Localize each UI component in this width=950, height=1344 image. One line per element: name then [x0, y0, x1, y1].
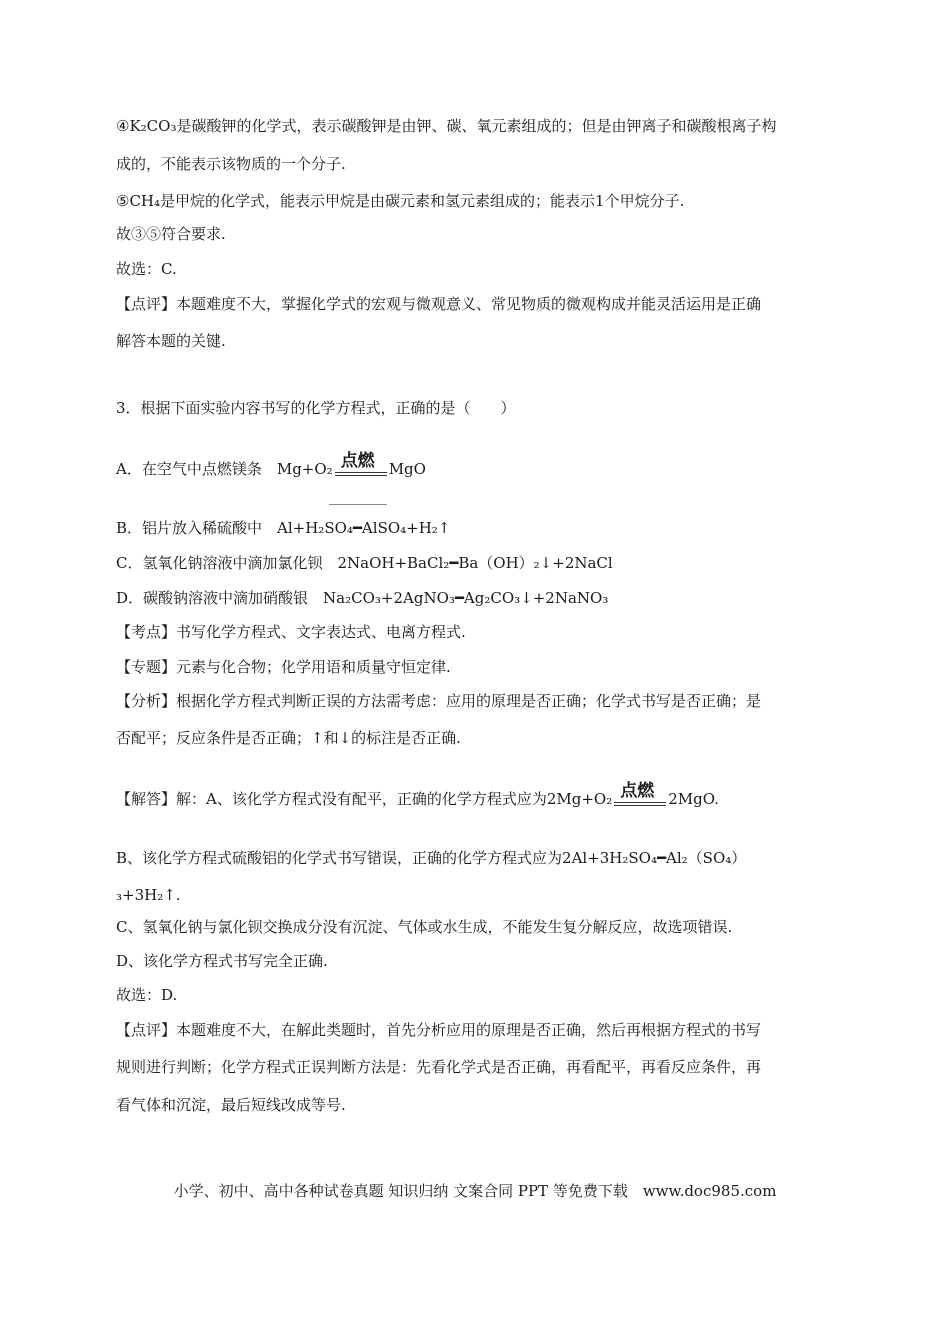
kaodian-line: 【考点】书写化学方程式、文字表达式、电离方程式. [116, 623, 466, 641]
option-a-text: A．在空气中点燃镁条 Mg+O₂ [116, 460, 333, 478]
option-a-product: MgO [388, 460, 426, 478]
condition-label: 点燃 [340, 451, 375, 471]
answer-line: ⑤CH₄是甲烷的化学式，能表示甲烷是由碳元素和氢元素组成的；能表示1个甲烷分子. [116, 192, 685, 210]
answer-line: ④K₂CO₃是碳酸钾的化学式，表示碳酸钾是由钾、碳、氧元素组成的；但是由钾离子和碳酸根离子构 [116, 117, 777, 135]
answer-line: 故③⑤符合要求. [116, 225, 226, 243]
option-a [116, 451, 426, 479]
option-c: C．氢氧化钠溶液中滴加氯化钡 2NaOH+BaCl₂━Ba（OH）₂↓+2NaCl [116, 554, 613, 572]
solution-line: B、该化学方程式硫酸铝的化学式书写错误，正确的化学方程式应为2Al+3H₂SO₄━Al₂（SO₄） [116, 849, 747, 867]
comment-line: 【点评】本题难度不大，掌握化学式的宏观与微观意义、常见物质的微观构成并能灵活运用是正确 [116, 295, 762, 313]
page-footer: 小学、初中、高中各种试卷真题 知识归纳 文案合同 PPT 等免费下载 www.doc985.com [173, 1182, 777, 1200]
comment-line: 规则进行判断；化学方程式正误判断方法是：先看化学式是否正确，再看配平，再看反应条件，再 [116, 1058, 762, 1076]
analysis-line: 【分析】根据化学方程式判断正误的方法需考虑：应用的原理是否正确；化学式书写是否正确；是 [116, 692, 762, 710]
comment-line: 【点评】本题难度不大，在解此类题时，首先分析应用的原理是否正确，然后再根据方程式的书写 [116, 1021, 762, 1039]
option-b: B．铝片放入稀硫酸中 Al+H₂SO₄━AlSO₄+H₂↑ [116, 519, 451, 537]
comment-line: 看气体和沉淀，最后短线改成等号. [116, 1096, 346, 1114]
comment-line: 解答本题的关键. [116, 332, 226, 350]
solution-line: ₃+3H₂↑. [116, 886, 181, 904]
question-stem: 3．根据下面实验内容书写的化学方程式，正确的是（ ） [116, 399, 516, 417]
reaction-condition [614, 781, 666, 809]
solution-line: C、氢氧化钠与氯化钡交换成分没有沉淀、气体或水生成，不能发生复分解反应，故选项错误. [116, 918, 733, 936]
option-d: D．碳酸钠溶液中滴加硝酸银 Na₂CO₃+2AgNO₃━Ag₂CO₃↓+2NaNO₃ [116, 589, 609, 607]
answer-line: 成的，不能表示该物质的一个分子. [116, 155, 346, 173]
solution-text: 【解答】解：A、该化学方程式没有配平，正确的化学方程式应为2Mg+O₂ [116, 790, 613, 808]
solution-line [116, 781, 719, 809]
solution-product: 2MgO. [668, 790, 719, 808]
choice-result: 故选：C. [116, 260, 177, 278]
choice-result: 故选：D. [116, 986, 178, 1004]
reaction-condition [335, 451, 387, 479]
solution-line: D、该化学方程式书写完全正确. [116, 952, 328, 970]
condition-label: 点燃 [620, 781, 655, 801]
underline [329, 504, 387, 505]
zhuanti-line: 【专题】元素与化合物；化学用语和质量守恒定律. [116, 658, 451, 676]
analysis-line: 否配平；反应条件是否正确；↑和↓的标注是否正确. [116, 729, 461, 747]
